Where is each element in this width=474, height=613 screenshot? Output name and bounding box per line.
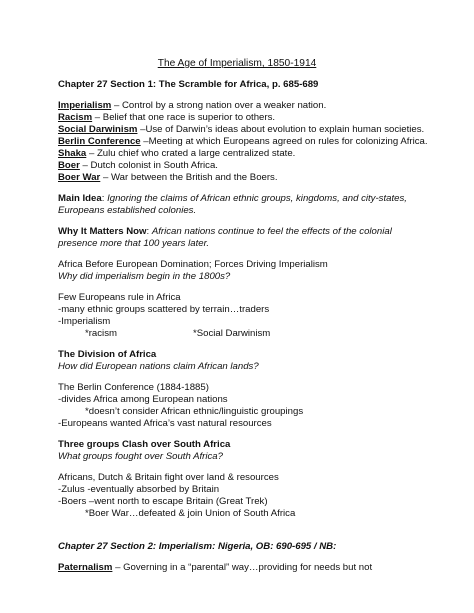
vocab-shaka xyxy=(58,148,295,160)
vocab-term: Berlin Conference xyxy=(58,136,141,147)
vocab-paternalism xyxy=(58,562,372,574)
clash-question: What groups fought over South Africa? xyxy=(58,451,223,462)
main-idea-label: Main Idea xyxy=(58,193,102,204)
vocab-term: Imperialism xyxy=(58,100,112,111)
main-idea-text: Ignoring the claims of African ethnic groups, kingdoms, and city-states, xyxy=(107,193,407,204)
section-heading-africa-before: Africa Before European Domination; Forces Driving Imperialism xyxy=(58,259,328,270)
vocab-social-darwinism xyxy=(58,124,424,136)
note-line: -Zulus -eventually absorbed by Britain xyxy=(58,484,220,495)
vocab-boer xyxy=(58,160,218,172)
note-line: *doesn’t consider African ethnic/linguistic groupings xyxy=(85,406,304,417)
note-line: *Boer War…defeated & join Union of South Africa xyxy=(85,508,296,519)
division-heading: The Division of Africa xyxy=(58,349,157,360)
note-line: -Imperialism xyxy=(58,316,111,327)
vocab-term: Racism xyxy=(58,112,93,123)
vocab-definition: – Dutch colonist in South Africa. xyxy=(79,160,218,171)
vocab-definition: – War between the British and the Boers. xyxy=(100,172,278,183)
note-line: -Boers –went north to escape Britain (Great Trek) xyxy=(58,496,268,507)
main-idea-colon: : xyxy=(101,193,108,204)
vocab-definition: –Meeting at which Europeans agreed on rules for colonizing Africa. xyxy=(140,136,428,147)
vocab-term: Social Darwinism xyxy=(58,124,138,135)
vocab-berlin-conference xyxy=(58,136,428,148)
why-it-matters xyxy=(58,226,392,238)
note-line: Africans, Dutch & Britain fight over land & resources xyxy=(58,472,279,483)
main-idea xyxy=(58,193,407,205)
page-title: The Age of Imperialism, 1850-1914 xyxy=(157,58,317,69)
vocab-definition: –Use of Darwin’s ideas about evolution to explain human societies. xyxy=(137,124,425,135)
why-it-matters-colon: : xyxy=(146,226,152,237)
note-sub-racism: *racism xyxy=(85,328,117,339)
vocab-definition: – Control by a strong nation over a weaker nation. xyxy=(111,100,327,111)
vocab-term: Boer War xyxy=(58,172,101,183)
why-it-matters-text: African nations continue to feel the effects of the colonial xyxy=(151,226,392,237)
section-question-imperialism: Why did imperialism begin in the 1800s? xyxy=(58,271,231,282)
vocab-term: Boer xyxy=(58,160,80,171)
division-question: How did European nations claim African lands? xyxy=(58,361,259,372)
vocab-term: Paternalism xyxy=(58,562,113,573)
vocab-definition: – Belief that one race is superior to others. xyxy=(92,112,276,123)
why-it-matters-label: Why It Matters Now xyxy=(58,226,147,237)
vocab-term: Shaka xyxy=(58,148,87,159)
note-line: Few Europeans rule in Africa xyxy=(58,292,181,303)
chapter-heading: Chapter 27 Section 1: The Scramble for Africa, p. 685-689 xyxy=(58,79,319,90)
vocab-boer-war xyxy=(58,172,278,184)
vocab-imperialism xyxy=(58,100,326,112)
clash-heading: Three groups Clash over South Africa xyxy=(58,439,231,450)
note-line: The Berlin Conference (1884-1885) xyxy=(58,382,209,393)
why-it-matters-text-cont: presence more that 100 years later. xyxy=(58,238,210,249)
vocab-racism xyxy=(58,112,275,124)
note-line: -many ethnic groups scattered by terrain…traders xyxy=(58,304,270,315)
vocab-definition: – Governing in a “parental” way…providing for needs but not xyxy=(112,562,373,573)
note-line: -Europeans wanted Africa’s vast natural resources xyxy=(58,418,272,429)
vocab-definition: – Zulu chief who crated a large centralized state. xyxy=(86,148,296,159)
section-2-heading: Chapter 27 Section 2: Imperialism: Nigeria, OB: 690-695 / NB: xyxy=(58,541,337,552)
main-idea-text-cont: Europeans established colonies. xyxy=(58,205,197,216)
note-sub-social-darwinism: *Social Darwinism xyxy=(193,328,271,339)
note-line: -divides Africa among European nations xyxy=(58,394,228,405)
